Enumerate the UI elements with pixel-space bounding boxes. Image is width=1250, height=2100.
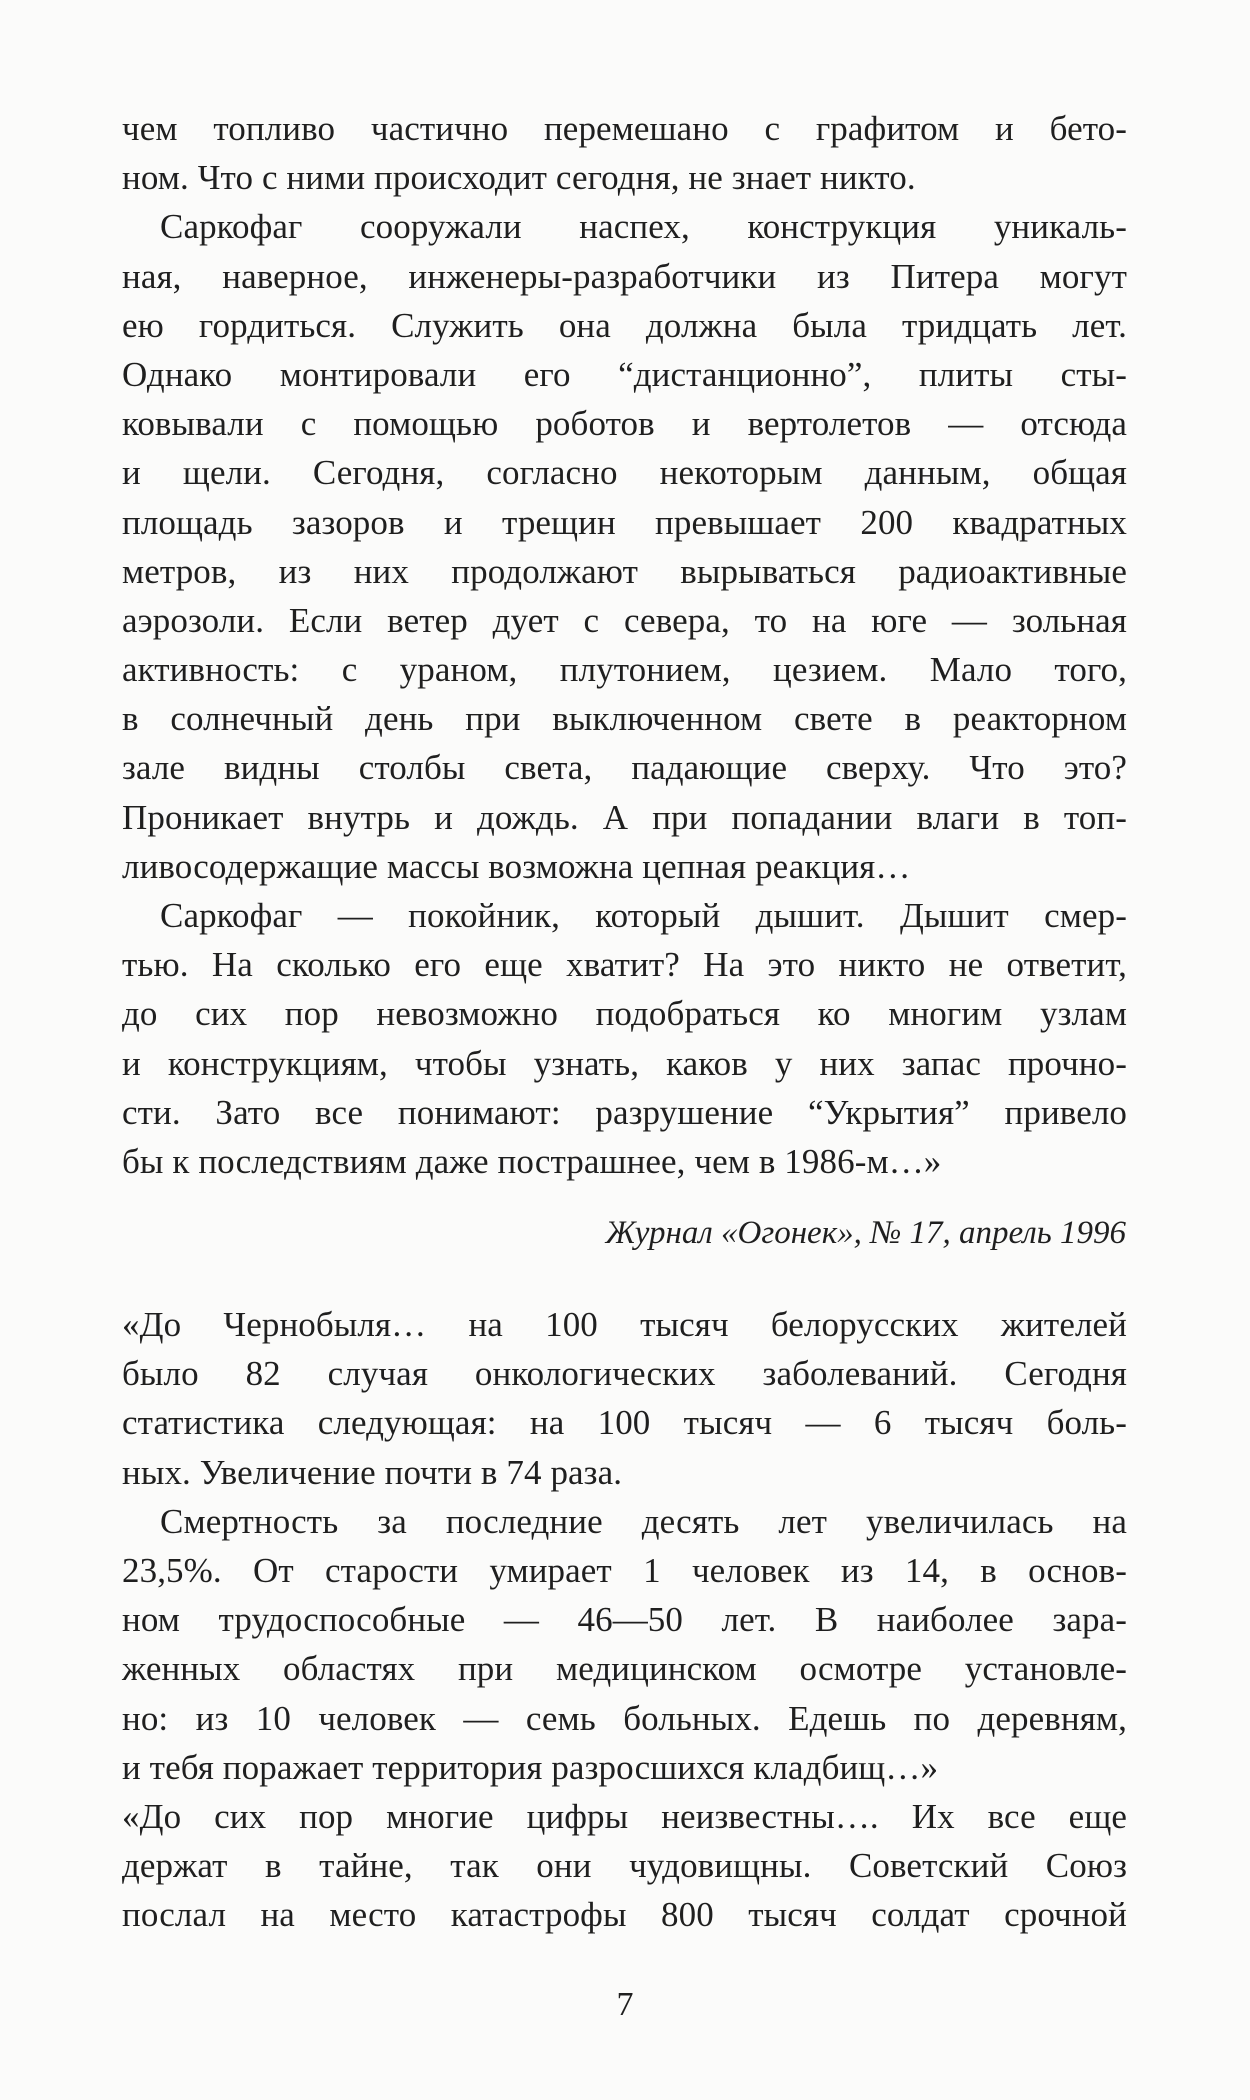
- text-line: Однако монтировали его “дистанционно”, плиты сты-: [122, 354, 1127, 394]
- text-line: было 82 случая онкологических заболеваний. Сегодня: [122, 1354, 1127, 1394]
- text-line: до сих пор невозможно подобраться ко многим узлам: [122, 994, 1127, 1034]
- text-line: аэрозоли. Если ветер дует с севера, то на юге — зольная: [122, 600, 1127, 640]
- text-line: ном трудоспособные — 46—50 лет. В наиболее зара-: [122, 1600, 1127, 1640]
- text-line: ная, наверное, инженеры-разработчики из Питера могут: [122, 256, 1127, 296]
- text-line: ковывали с помощью роботов и вертолетов — отсюда: [122, 404, 1127, 444]
- text-line: ных. Увеличение почти в 74 раза.: [122, 1452, 623, 1492]
- text-line: чем топливо частично перемешано с графитом и бето-: [122, 109, 1127, 148]
- text-line: «До Чернобыля… на 100 тысяч белорусских жителей: [122, 1305, 1127, 1344]
- text-line: тью. На сколько его еще хватит? На это никто не ответит,: [122, 945, 1127, 985]
- text-line: Смертность за последние десять лет увеличилась на: [160, 1501, 1127, 1541]
- text-line: и конструкциям, чтобы узнать, каков у них запас прочно-: [122, 1043, 1127, 1083]
- text-line: зале видны столбы света, падающие сверху. Что это?: [122, 748, 1127, 788]
- text-line: сти. Зато все понимают: разрушение “Укрытия” привело: [122, 1092, 1127, 1132]
- text-line: послал на место катастрофы 800 тысяч солдат срочной: [122, 1895, 1127, 1935]
- text-line: и щели. Сегодня, согласно некоторым данным, общая: [122, 453, 1127, 493]
- text-line: активность: с ураном, плутонием, цезием. Мало того,: [122, 650, 1127, 690]
- text-line: ливосодержащие массы возможна цепная реакция…: [122, 846, 911, 886]
- text-line: ном. Что с ними происходит сегодня, не знает никто.: [122, 158, 916, 198]
- text-block-sarcophagus: [122, 104, 1127, 1186]
- text-line: бы к последствиям даже пострашнее, чем в 1986-м…»: [122, 1141, 942, 1181]
- text-line: женных областях при медицинском осмотре установле-: [122, 1649, 1127, 1689]
- text-line: «До сих пор многие цифры неизвестны…. Их все еще: [122, 1796, 1127, 1836]
- text-line: Саркофаг — покойник, который дышит. Дышит смер-: [160, 896, 1127, 935]
- text-line: и тебя поражает территория разросшихся кладбищ…»: [122, 1747, 939, 1787]
- text-block-statistics: [122, 1300, 1127, 1939]
- text-line: держат в тайне, так они чудовищны. Советский Союз: [122, 1846, 1127, 1886]
- text-line: 23,5%. От старости умирает 1 человек из 14, в основ-: [122, 1550, 1127, 1590]
- text-line: Саркофаг сооружали наспех, конструкция уникаль-: [160, 207, 1127, 247]
- text-line: площадь зазоров и трещин превышает 200 квадратных: [122, 502, 1127, 542]
- text-line: но: из 10 человек — семь больных. Едешь по деревням,: [122, 1698, 1127, 1738]
- text-line: метров, из них продолжают вырываться радиоактивные: [122, 551, 1127, 591]
- text-line: статистика следующая: на 100 тысяч — 6 тысяч боль-: [122, 1403, 1127, 1443]
- text-line: ею гордиться. Служить она должна была тридцать лет.: [122, 305, 1127, 345]
- text-line: в солнечный день при выключенном свете в реакторном: [122, 699, 1127, 739]
- text-line: Проникает внутрь и дождь. А при попадании влаги в топ-: [122, 797, 1127, 837]
- page-number: 7: [616, 1986, 634, 2023]
- source-citation: Журнал «Огонек», № 17, апрель 1996: [605, 1215, 1126, 1251]
